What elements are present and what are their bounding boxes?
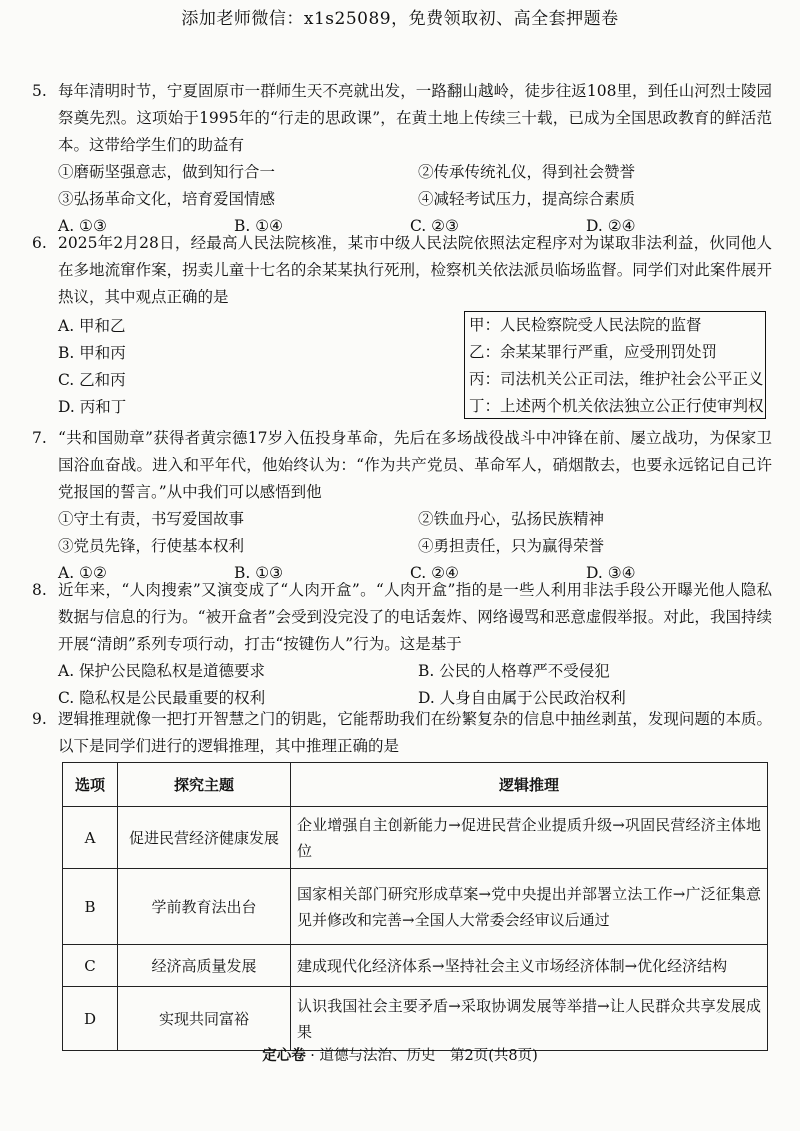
viewpoint-yi: 乙：余某某罪行严重，应受刑罚处罚 <box>469 343 718 361</box>
choice-3: ③弘扬革命文化，培育爱国情感 <box>58 190 276 208</box>
row-reasoning: 企业增强自主创新能力→促进民营企业提质升级→巩固民营经济主体地位 <box>291 807 768 869</box>
header-topic: 探究主题 <box>118 763 291 807</box>
viewpoint-box <box>464 311 766 419</box>
answer-c: C. ②④ <box>410 564 459 582</box>
question-9 <box>32 706 772 760</box>
answer-d: D. ②④ <box>586 217 636 235</box>
question-8 <box>32 577 772 712</box>
question-stem: 2025年2月28日，经最高人民法院核准，某市中级人民法院依照法定程序对为谋取非法利益，伙同他人在多地流窜作案，拐卖儿童十七名的余某某执行死刑，检察机关依法派员临场监督。同学们对此案件展开热议，其中观点正确的是 <box>58 234 772 306</box>
row-option: D <box>63 987 118 1051</box>
answer-c: C. 乙和丙 <box>58 371 126 389</box>
reasoning-table <box>62 762 768 1051</box>
viewpoint-jia: 甲：人民检察院受人民法院的监督 <box>469 316 702 334</box>
answer-a: A. 甲和乙 <box>58 317 126 335</box>
page-footer <box>0 1044 800 1065</box>
choice-2: ②传承传统礼仪，得到社会赞誉 <box>418 163 636 181</box>
answer-b: B. 甲和丙 <box>58 344 126 362</box>
header-option: 选项 <box>63 763 118 807</box>
table-row <box>63 869 768 945</box>
table-row <box>63 987 768 1051</box>
choice-2: ②铁血丹心，弘扬民族精神 <box>418 510 605 528</box>
question-stem: 每年清明时节，宁夏固原市一群师生天不亮就出发，一路翻山越岭，徒步往返108里，到任山河烈士陵园祭奠先烈。这项始于1995年的“行走的思政课”，在黄土地上传续三十载，已成为全国思政教育的鲜活范本。这带给学生们的助益有 <box>58 82 772 154</box>
watermark-banner: 添加老师微信：x1s25089，免费领取初、高全套押题卷 <box>181 9 619 29</box>
viewpoint-ding: 丁：上述两个机关依法独立公正行使审判权 <box>469 397 764 415</box>
choice-1: ①磨砺坚强意志，做到知行合一 <box>58 163 276 181</box>
row-option: B <box>63 869 118 945</box>
answer-b: B. ①③ <box>234 564 284 582</box>
answer-b: B. 公民的人格尊严不受侵犯 <box>418 662 610 680</box>
choice-1: ①守土有责，书写爱国故事 <box>58 510 245 528</box>
row-reasoning: 认识我国社会主要矛盾→采取协调发展等举措→让人民群众共享发展成果 <box>291 987 768 1051</box>
viewpoint-bing: 丙：司法机关公正司法，维护社会公平正义 <box>469 370 764 388</box>
question-stem: 逻辑推理就像一把打开智慧之门的钥匙，它能帮助我们在纷繁复杂的信息中抽丝剥茧，发现问题的本质。以下是同学们进行的逻辑推理，其中推理正确的是 <box>58 710 772 755</box>
question-number: 5. <box>32 82 47 100</box>
footer-text: · 道德与法治、历史 第2页(共8页) <box>305 1048 538 1064</box>
answer-d: D. ③④ <box>586 564 636 582</box>
choice-4: ④减轻考试压力，提高综合素质 <box>418 190 636 208</box>
answer-d: D. 人身自由属于公民政治权利 <box>418 689 626 707</box>
question-5 <box>32 78 772 240</box>
answer-a: A. 保护公民隐私权是道德要求 <box>58 662 266 680</box>
question-number: 9. <box>32 710 47 728</box>
question-stem: “共和国勋章”获得者黄宗德17岁入伍投身革命，先后在多场战役战斗中冲锋在前、屡立战功，为保家卫国浴血奋战。进入和平年代，他始终认为：“作为共产党员、革命军人，硝烟散去，也要永远铭记自己许党报国的誓言。”从中我们可以感悟到他 <box>58 429 772 501</box>
row-topic: 经济高质量发展 <box>118 945 291 987</box>
table-header-row <box>63 763 768 807</box>
answer-c: C. 隐私权是公民最重要的权利 <box>58 689 266 707</box>
answer-a: A. ①② <box>58 564 107 582</box>
answer-c: C. ②③ <box>410 217 459 235</box>
question-6 <box>32 230 772 311</box>
row-topic: 促进民营经济健康发展 <box>118 807 291 869</box>
choice-4: ④勇担责任，只为赢得荣誉 <box>418 537 605 555</box>
answer-b: B. ①④ <box>234 217 284 235</box>
answer-d: D. 丙和丁 <box>58 398 127 416</box>
answer-a: A. ①③ <box>58 217 107 235</box>
question-stem: 近年来，“人肉搜索”又演变成了“人肉开盒”。“人肉开盒”指的是一些人利用非法手段公开曝光他人隐私数据与信息的行为。“被开盒者”会受到没完没了的电话轰炸、网络谩骂和恶意虚假举报。对此，我国持续开展“清朗”系列专项行动，打击“按键伤人”行为。这是基于 <box>58 581 772 653</box>
question-6-answers <box>58 313 126 421</box>
question-number: 7. <box>32 429 47 447</box>
row-topic: 实现共同富裕 <box>118 987 291 1051</box>
row-topic: 学前教育法出台 <box>118 869 291 945</box>
choice-3: ③党员先锋，行使基本权利 <box>58 537 245 555</box>
question-number: 6. <box>32 234 47 252</box>
question-number: 8. <box>32 581 47 599</box>
row-option: C <box>63 945 118 987</box>
header-reasoning: 逻辑推理 <box>291 763 768 807</box>
row-reasoning: 国家相关部门研究形成草案→党中央提出并部署立法工作→广泛征集意见并修改和完善→全国人大常委会经审议后通过 <box>291 869 768 945</box>
question-7 <box>32 425 772 587</box>
row-reasoning: 建成现代化经济体系→坚持社会主义市场经济体制→优化经济结构 <box>291 945 768 987</box>
table-row <box>63 807 768 869</box>
row-option: A <box>63 807 118 869</box>
footer-brand: 定心卷 <box>262 1047 306 1064</box>
table-row <box>63 945 768 987</box>
